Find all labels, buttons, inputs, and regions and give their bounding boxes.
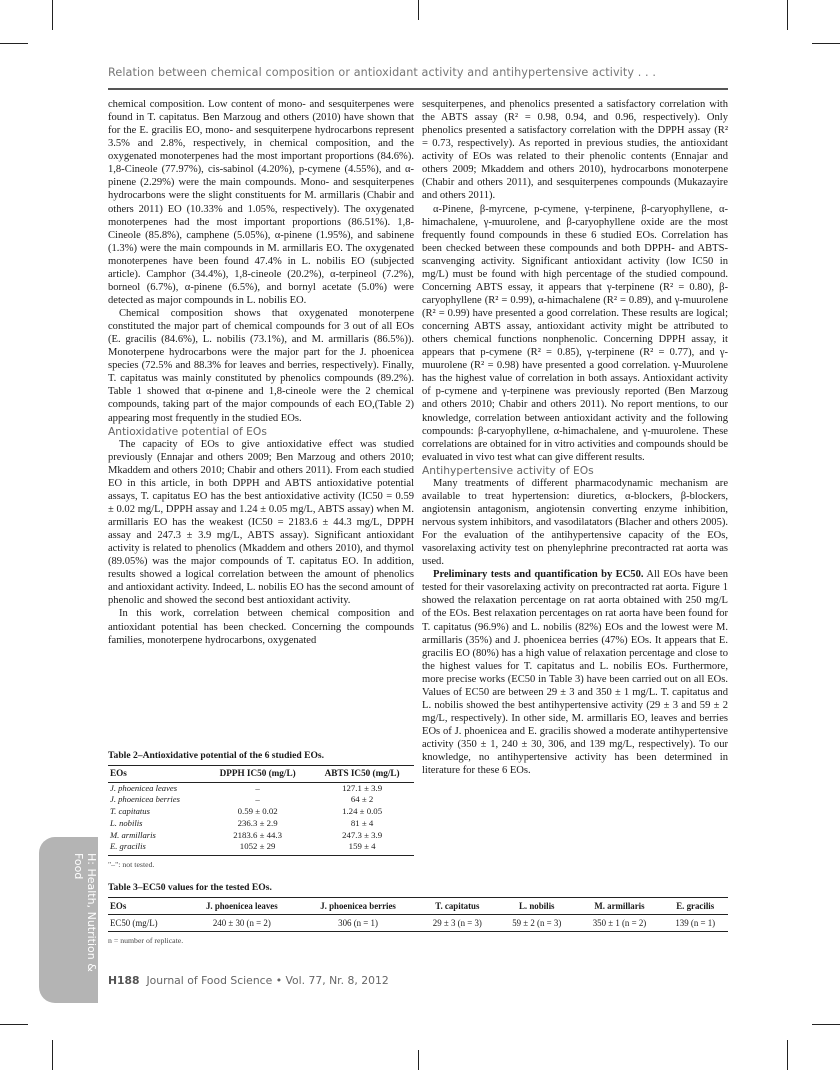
page-footer [108,974,389,987]
column-header: EOs [108,898,185,915]
table-cell: M. armillaris [110,829,156,840]
table-row [108,806,414,818]
column-header: J. phoenicea leaves [185,898,298,915]
table-cell: 59 ± 2 (n = 3) [497,915,576,932]
side-tab-label-wrap [60,853,100,993]
column-header: DPPH IC50 (mg/L) [205,766,310,783]
column-header: E. gracilis [662,898,728,915]
section-heading: Antioxidative potential of EOs [108,424,267,438]
table-cell: – [255,782,260,793]
crop-mark [418,1050,419,1070]
crop-mark [0,1024,28,1025]
table-cell: 81 ± 4 [350,817,374,828]
table-cell: 2183.6 ± 44.3 [233,829,283,840]
table-row [108,915,728,932]
right-column [422,98,728,777]
table-cell: 159 ± 4 [310,841,414,855]
column-header: M. armillaris [576,898,662,915]
column-header: EOs [108,766,205,783]
table-cell: 139 (n = 1) [662,915,728,932]
crop-mark [812,43,840,44]
table-cell: 1052 ± 29 [205,841,310,855]
table-cell: E. gracilis [108,841,205,855]
crop-mark [418,0,419,20]
table-cell: 29 ± 3 (n = 3) [418,915,497,932]
side-tab-label: H: Health, Nutrition & Food [72,853,98,972]
crop-mark [52,1040,53,1070]
table-cell: J. phoenicea berries [110,794,180,805]
column-header: T. capitatus [418,898,497,915]
table-caption: Table 2–Antioxidative potential of the 6 studied EOs. [108,750,325,761]
table-3 [108,882,728,945]
table-cell: 240 ± 30 (n = 2) [185,915,298,932]
table-cell: – [255,794,260,805]
table-cell: 127.1 ± 3.9 [342,782,383,793]
table-cell: 247.3 ± 3.9 [342,829,383,840]
table-header-row [108,766,414,783]
antioxidative-table [108,765,414,856]
table-header-row [108,898,728,915]
table-cell: 1.24 ± 0.05 [342,806,383,817]
journal-name: Journal of Food Science [146,974,273,987]
table-cell: L. nobilis [110,817,143,828]
crop-mark [787,1040,788,1070]
header-rule [108,88,728,90]
journal-issue: • Vol. 77, Nr. 8, 2012 [275,974,389,987]
ec50-table [108,897,728,932]
column-header: L. nobilis [497,898,576,915]
section-heading: Antihypertensive activity of EOs [422,463,594,477]
paragraph: In this work, correlation between chemical composition and antioxidant potential has been checked. Concerning the compounds families, monoterpene hydrocarbons, oxygenated [108,608,414,646]
table-cell: 236.3 ± 2.9 [237,817,278,828]
subsection-lead: Preliminary tests and quantification by EC50. [433,569,644,581]
table-row [108,830,414,842]
table-note: n = number of replicate. [108,936,184,945]
table-cell: T. capitatus [110,806,150,817]
paragraph: Many treatments of different pharmacodynamic mechanism are available to treat hypertension: diuretics, α-blockers, β-blockers, angiotensin antagonism, angiotensin converting enzyme inhibition, nervous system inhibitors, and vasodilatators (Blacher and others 2005). For the evaluation of the antihypertensive capacity of the EOs, vasorelaxing activity test on phenylephrine precontracted rat aorta was used. [422,477,728,568]
table-caption: Table 3–EC50 values for the tested EOs. [108,882,272,893]
left-column [108,98,414,647]
crop-mark [812,1024,840,1025]
table-row [108,818,414,830]
table-cell: EC50 (mg/L) [108,915,185,932]
paragraph [422,568,728,777]
column-header: J. phoenicea berries [298,898,417,915]
running-header: Relation between chemical composition or antioxidant activity and antihypertensive activity . . . [108,66,657,79]
crop-mark [52,0,53,30]
table-cell: 350 ± 1 (n = 2) [576,915,662,932]
column-header: ABTS IC50 (mg/L) [310,766,414,783]
paragraph: The capacity of EOs to give antioxidative effect was studied previously (Ennajar and others 2009; Ben Marzoug and others 2010; Mkaddem and others 2010; Chabir and others 2011). From each studied EO in this article, in both DPPH and ABTS antioxidative potential assays, T. capitatus EO has the best antioxidative activity (IC50 = 0.59 ± 0.02 mg/L, DPPH assay and 1.24 ± 0.05 mg/L, ABTS assay) when M. armillaris EO has the weakest (IC50 = 2183.6 ± 44.3 mg/L, DPPH assay and 247.3 ± 3.9 mg/L, ABTS assay). Significant antioxidant activity is related to phenolics (Mkaddem and others 2010), and thymol (89.05%) was the major compounds of T. capitatus EO. In addition, results showed a logical correlation between the amount of phenolics and antioxidant activity. Indeed, L. nobilis EO has the second amount of phenolic and showed the second best antioxidant activity. [108,438,414,607]
table-2 [108,750,414,869]
table-row [108,841,414,855]
paragraph: sesquiterpenes, and phenolics presented a satisfactory correlation with the ABTS assay (R² = 0.98, 0.94, and 0.96, respectively). Only phenolics presented a satisfactory correlation with the DPPH assay (R² = 0.73, respectively). As reported in previous studies, the antioxidant activity of EOs was related to their phenolic contents (Ennajar and others 2009; Mkaddem and others 2010), hydrocarbons monoterpene (Chabir and others 2011), and sesquiterpenes compounds (Mukazayire and others 2011). [422,99,728,202]
crop-mark [787,0,788,30]
table-note: "–": not tested. [108,859,155,869]
table-row [108,782,414,794]
table-cell: 64 ± 2 [350,794,374,805]
table-cell: J. phoenicea leaves [110,782,178,793]
page-number: H188 [108,974,140,987]
paragraph: chemical composition. Low content of mono- and sesquiterpenes were found in T. capitatus. Ben Marzoug and others (2010) have shown that for the E. gracilis EO, mono- and sesquiterpene hydrocarbons represent 3.5% and 2.8%, respectively, in chemical composition, and the oxygenated monoterpenes had the most important proportions (84.6%). 1,8-Cineole (77.97%), cis-sabinol (4.20%), p-cymene (4.55%), and α-pinene (2.29%) were the main compounds. Mono- and sesquiterpenes hydrocarbons were the slight constituents for M. armillaris (Chabir and others 2011) EO (10.33% and 1.05%, respectively). The oxygenated monoterpenes had the most important proportions (86.51%). 1,8-Cineole (85.8%), camphene (5.05%), α-pinene (1.95%), and sabinene (1.3%) were the main compounds in M. armillaris EO. The oxygenated monoterpenes have been found 47.4% in L. nobilis EO (subjected article). Camphor (34.4%), 1,8-cineole (20.2%), α-terpineol (7.2%), borneol (6.7%), α-pinene (6.5%), and bornyl acetate (5.0%) were detected as major compounds in L. nobilis EO. [108,99,414,306]
table-cell: 306 (n = 1) [298,915,417,932]
table-row [108,794,414,806]
paragraph-text: All EOs have been tested for their vasorelaxing activity on precontracted rat aorta. Figure 1 showed the relaxation percentage on rat aorta obtained with 250 mg/L of the EOs. Best relaxation percentages on rat aorta have been found for T. capitatus (96.9%) and L. nobilis (82%) EOs and the lowest were M. armillaris (35%) and J. phoenicea berries (47%) EOs. It appears that E. gracilis EO (80%) has a high value of relaxation percentage and close to the highest values for T. capitatus and L. nobilis EOs. Furthermore, more precise works (EC50 in Table 3) have been carried out on all EOs. Values of EC50 are between 29 ± 3 and 350 ± 1 mg/L. T. capitatus and L. nobilis showed the best antihypertensive activity (29 ± 3 and 59 ± 2 mg/L, respectively). In other side, M. armillaris EO, leaves and berries EOs of J. phoenicea and E. gracilis showed a moderate antihypertensive activity (350 ± 1, 240 ± 30, 306, and 139 mg/L, respectively). To our knowledge, no antihypertensive activity has been determined in literature for these 6 EOs. [422,569,728,777]
paragraph: α-Pinene, β-myrcene, p-cymene, γ-terpinene, β-caryophyllene, α-himachalene, γ-muurolene, and β-caryophyllene oxide are the most frequently found compounds in these 6 studied EOs. Correlation has been checked between these compounds and both DPPH- and ABTS-scanvenging activity. Significant antioxidant activity (low IC50 in mg/L) must be found with high percentage of the studied compound. Concerning ABTS essay, it appears that γ-terpinene (R² = 0.80), β-caryophyllene (R² = 0.99), α-himachalene (R² = 0.89), and γ-muurolene (R² = 0.99) have presented a good correlation. These results are logical; concerning ABTS assay, antioxidant activity might be attributed to others chemical functions nonphenolic. Concerning DPPH assay, it appears that p-cymene (R² = 0.85), γ-terpinene (R² = 0.77), and γ-muurolene (R² = 0.98) have presented a good correlation. γ-Muurolene has the highest value of correlation in both assays. Antioxidant activity of p-cymene and γ-terpinene was previously reported (Ben Marzoug and others 2010; Chabir and others 2011). No report mentions, to our knowledge, correlation between antioxidant activity and the following compounds: β-caryophyllene, α-himachalene, and γ-muurolene. These correlations are obtained for in vitro activities and compounds should be evaluated in vivo test what can give different results. [422,203,728,463]
table-cell: 0.59 ± 0.02 [237,806,278,817]
crop-mark [0,43,28,44]
paragraph: Chemical composition shows that oxygenated monoterpene constituted the major part of chemical compounds for 3 out of all EOs (E. gracilis (84.6%), L. nobilis (73.1%), and M. armillaris (86.5%)). Monoterpene hydrocarbons were the major part for the J. phoenicea species (72.5% and 88.3% for leaves and berries, respectively). Finally, T. capitatus was mainly constituted by phenolics compounds (89.2%). Table 1 showed that α-pinene and 1,8-cineole were the 2 chemical compounds, taking part of the major compounds of each EO,(Table 2) appearing most frequently in the studied EOs. [108,308,414,424]
